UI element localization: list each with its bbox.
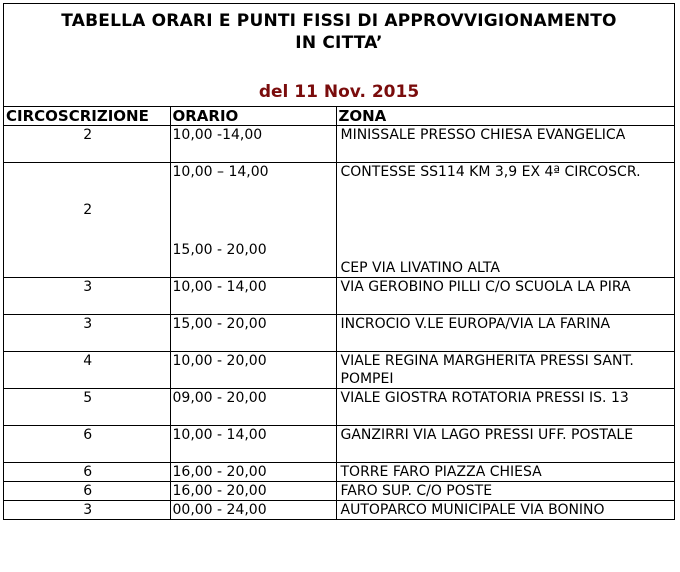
cell-zona: MINISSALE PRESSO CHIESA EVANGELICA [336, 126, 674, 163]
header-zona: ZONA [336, 107, 674, 126]
header-orario: ORARIO [170, 107, 336, 126]
cell-circoscrizione: 6 [4, 426, 170, 463]
title-line-1: TABELLA ORARI E PUNTI FISSI DI APPROVVIGIONAMENTO [61, 11, 617, 31]
cell-orario: 10,00 - 14,00 [170, 426, 336, 463]
cell-orario [170, 163, 336, 278]
cell-zona-second: CEP VIA LIVATINO ALTA [340, 260, 500, 276]
table-row [4, 501, 674, 520]
cell-circoscrizione: 3 [4, 315, 170, 352]
cell-orario: 10,00 - 20,00 [170, 352, 336, 389]
table-header-row [4, 107, 674, 126]
cell-zona: AUTOPARCO MUNICIPALE VIA BONINO [336, 501, 674, 520]
title-line-2: IN CITTA’ [295, 33, 383, 53]
cell-orario-first: 10,00 – 14,00 [172, 164, 269, 180]
cell-orario-second: 15,00 - 20,00 [172, 242, 267, 258]
cell-zona-first: CONTESSE SS114 KM 3,9 EX 4ª CIRCOSCR. [340, 164, 641, 180]
cell-orario: 10,00 -14,00 [170, 126, 336, 163]
title-box [4, 10, 674, 107]
cell-orario: 16,00 - 20,00 [170, 482, 336, 501]
cell-zona: VIALE REGINA MARGHERITA PRESSI SANT. POMPEI [336, 352, 674, 389]
schedule-document [3, 3, 675, 520]
cell-circoscrizione: 6 [4, 482, 170, 501]
table-row [4, 163, 674, 278]
cell-orario: 16,00 - 20,00 [170, 463, 336, 482]
page-title [4, 10, 674, 54]
cell-zona: TORRE FARO PIAZZA CHIESA [336, 463, 674, 482]
cell-circoscrizione: 3 [4, 501, 170, 520]
table-row [4, 482, 674, 501]
cell-zona [336, 163, 674, 278]
cell-orario: 09,00 - 20,00 [170, 389, 336, 426]
table-row [4, 126, 674, 163]
cell-orario: 10,00 - 14,00 [170, 278, 336, 315]
header-circoscrizione: CIRCOSCRIZIONE [4, 107, 170, 126]
cell-zona: GANZIRRI VIA LAGO PRESSI UFF. POSTALE [336, 426, 674, 463]
cell-zona: VIALE GIOSTRA ROTATORIA PRESSI IS. 13 [336, 389, 674, 426]
table-row [4, 352, 674, 389]
schedule-table [4, 107, 674, 519]
cell-circoscrizione: 4 [4, 352, 170, 389]
cell-circoscrizione: 5 [4, 389, 170, 426]
table-row [4, 278, 674, 315]
table-row [4, 389, 674, 426]
cell-circoscrizione: 2 [4, 126, 170, 163]
cell-zona: VIA GEROBINO PILLI C/O SCUOLA LA PIRA [336, 278, 674, 315]
cell-zona: INCROCIO V.LE EUROPA/VIA LA FARINA [336, 315, 674, 352]
table-row [4, 463, 674, 482]
cell-circoscrizione: 6 [4, 463, 170, 482]
cell-circoscrizione: 3 [4, 278, 170, 315]
cell-orario: 00,00 - 24,00 [170, 501, 336, 520]
cell-orario: 15,00 - 20,00 [170, 315, 336, 352]
cell-circoscrizione [4, 163, 170, 278]
cell-zona: FARO SUP. C/O POSTE [336, 482, 674, 501]
date-label: del 11 Nov. 2015 [258, 82, 420, 102]
cell-circoscrizione-value: 2 [83, 202, 93, 218]
table-row [4, 426, 674, 463]
table-row [4, 315, 674, 352]
